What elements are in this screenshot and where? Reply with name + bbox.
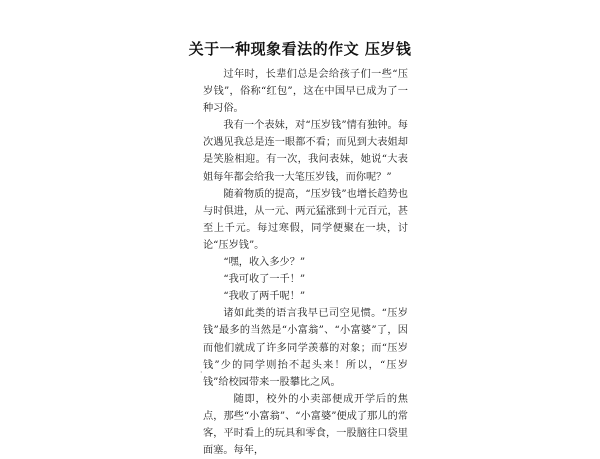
paragraph-1: 过年时，长辈们总是会给孩子们一些“压岁钱”，俗称“红包”，这在中国早已成为了一种习俗。 (203, 69, 408, 115)
quote-line-1: “嘿，收入多少？” (223, 257, 306, 269)
document-title: 关于一种现象看法的作文 压岁钱 (188, 40, 412, 58)
paragraph-2: 我有一个表妹，对“压岁钱”情有独钟。每次遇见我总是连一眼都不看；而见到大表姐却是笑脸相迎。有一次，我问表妹，她说“大表姐每年都会给我一大笔压岁钱，而你呢？” (203, 120, 408, 183)
paragraph-7: 诸如此类的语言我早已司空见惯。“压岁钱”最多的当然是“小富翁”、“小富婆”了，因而他们就成了许多同学羡慕的对象；而“压岁钱”少的同学则抬不起头来！所以，“压岁钱”给校园带来一股攀比之风。 (203, 308, 408, 388)
paragraph-3: 随着物质的提高，“压岁钱”也增长趋势也与时俱进，从一元、两元猛涨到十元百元，甚至上千元。每过寒假，同学便聚在一块，讨论“压岁钱”。 (203, 188, 408, 251)
article-body (203, 66, 408, 459)
quote-line-2: “我可收了一千！” (223, 274, 306, 286)
stray-mark: · (200, 368, 203, 377)
paragraph-8: 随即，校外的小卖部便成开学后的焦点，那些“小富翁”、“小富婆”便成了那儿的常客，平时看上的玩具和零食，一股脑往口袋里面塞。每年， (203, 393, 408, 457)
quote-line-3: “我收了两千呢！” (223, 291, 306, 303)
